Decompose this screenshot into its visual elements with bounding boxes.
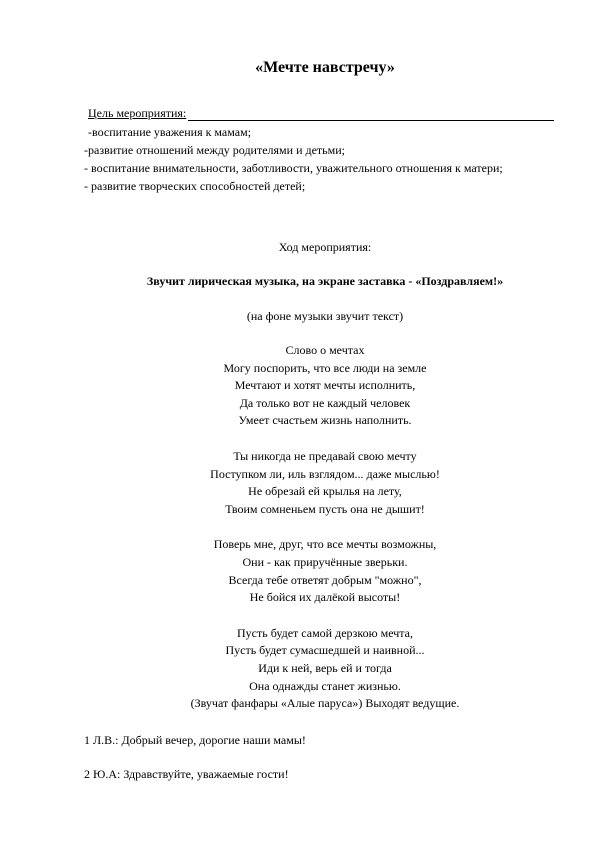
goal-section bbox=[84, 104, 554, 195]
poem-line: Ты никогда не предавай свою мечту bbox=[233, 448, 417, 463]
goal-item: - развитие творческих способностей детей; bbox=[84, 179, 306, 193]
poem-line: Поверь мне, друг, что все мечты возможны, bbox=[213, 537, 437, 552]
poem-line: Она однажды станет жизнью. bbox=[249, 678, 401, 693]
poem-line: Не обрезай ей крылья на лету, bbox=[248, 484, 402, 499]
poem-stanza bbox=[0, 536, 595, 606]
poem-line: Умеет счастьем жизнь наполнить. bbox=[238, 413, 412, 428]
document-title: «Мечте навстречу» bbox=[255, 59, 395, 76]
background-text-note: (на фоне музыки звучит текст) bbox=[246, 309, 404, 323]
poem-line: Поступком ли, иль взглядом... даже мыслью! bbox=[210, 466, 440, 481]
poem bbox=[0, 342, 595, 713]
poem-line: Могу поспорить, что все люди на земле bbox=[223, 360, 427, 375]
poem-line: Не бойся их далёкой высоты! bbox=[249, 590, 401, 605]
poem-line: Пусть будет сумасшедшей и наивной... bbox=[225, 643, 425, 658]
dialogue-line: 2 Ю.А: Здравствуйте, уважаемые гости! bbox=[84, 767, 289, 781]
poem-stanza bbox=[0, 448, 595, 518]
poem-line: Иди к ней, верь ей и тогда bbox=[258, 660, 392, 675]
poem-line: Всегда тебе ответят добрым "можно", bbox=[228, 572, 422, 587]
poem-line: Да только вот не каждый человек bbox=[239, 395, 411, 410]
goal-item: -развитие отношений между родителями и детьми; bbox=[84, 143, 345, 157]
goal-list bbox=[84, 123, 554, 195]
poem-line: Пусть будет самой дерзкою мечта, bbox=[237, 625, 413, 640]
course-heading: Ход мероприятия: bbox=[278, 240, 372, 254]
dialogue-line: 1 Л.В.: Добрый вечер, дорогие наши мамы! bbox=[84, 733, 306, 747]
music-direction: Звучит лирическая музыка, на экране заставка - «Поздравляем!» bbox=[146, 274, 504, 288]
poem-stanza bbox=[0, 625, 595, 695]
poem-stanza bbox=[0, 342, 595, 430]
poem-line: Твоим сомненьем пусть она не дышит! bbox=[225, 501, 425, 516]
poem-line: Они - как приручённые зверьки. bbox=[242, 554, 408, 569]
goal-item: - воспитание внимательности, заботливости, уважительного отношения к матери; bbox=[84, 161, 503, 175]
poem-line: Мечтают и хотят мечты исполнить, bbox=[234, 378, 416, 393]
goal-heading-line bbox=[88, 104, 554, 121]
goal-item: -воспитание уважения к мамам; bbox=[88, 125, 252, 139]
fanfare-direction: (Звучат фанфары «Алые паруса») Выходят ведущие. bbox=[190, 696, 460, 710]
goal-heading: Цель мероприятия: bbox=[88, 106, 187, 120]
poem-line: Слово о мечтах bbox=[285, 343, 365, 357]
